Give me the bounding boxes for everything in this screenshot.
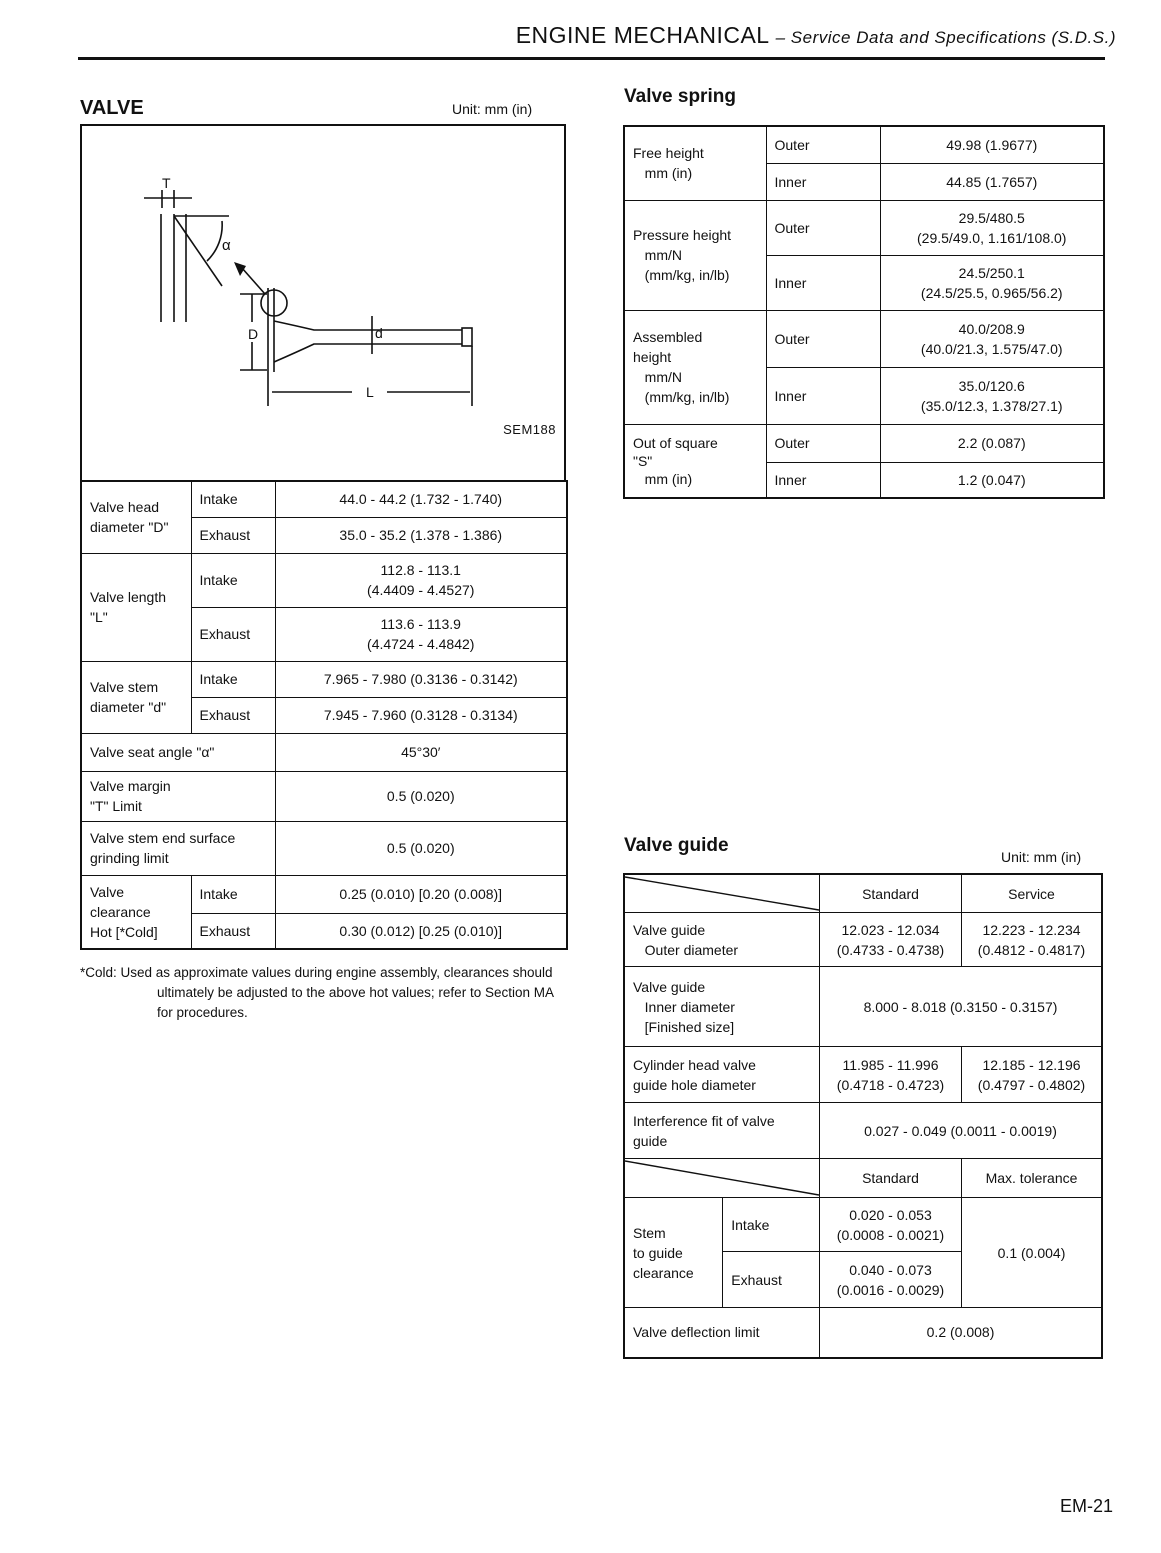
pressure-height-outer: Outer — [766, 200, 880, 255]
guide-od-standard: 12.023 - 12.034 (0.4733 - 0.4738) — [820, 913, 962, 967]
fig-label-T: T — [162, 175, 171, 191]
guide-hole-label: Cylinder head valve guide hole diameter — [624, 1047, 820, 1103]
valve-guide-table — [623, 873, 1103, 1359]
interference-fit-value: 0.027 - 0.049 (0.0011 - 0.0019) — [820, 1103, 1103, 1159]
out-of-square-outer-value: 2.2 (0.087) — [880, 424, 1104, 462]
pressure-height-outer-value: 29.5/480.5 (29.5/49.0, 1.161/108.0) — [880, 200, 1104, 255]
valve-length-exhaust: Exhaust — [191, 607, 275, 661]
fig-label-d: d — [375, 325, 383, 341]
header-diagonal-cell — [624, 874, 820, 913]
guide-id-value: 8.000 - 8.018 (0.3150 - 0.3157) — [820, 967, 1103, 1047]
assembled-height-outer: Outer — [766, 310, 880, 367]
valve-head-label: Valve head diameter "D" — [81, 481, 191, 553]
valve-margin-value: 0.5 (0.020) — [275, 771, 567, 821]
guide-od-service: 12.223 - 12.234 (0.4812 - 0.4817) — [962, 913, 1103, 967]
valve-length-label: Valve length "L" — [81, 553, 191, 661]
valve-end-value: 0.5 (0.020) — [275, 821, 567, 875]
valve-stem-intake: Intake — [191, 661, 275, 697]
valve-length-intake-value: 112.8 - 113.1 (4.4409 - 4.4527) — [275, 553, 567, 607]
diagonal-line-2 — [625, 1159, 819, 1197]
stem-guide-exhaust: Exhaust — [723, 1252, 820, 1308]
valve-clearance-exhaust: Exhaust — [191, 913, 275, 949]
free-height-outer-value: 49.98 (1.9677) — [880, 126, 1104, 163]
free-height-outer: Outer — [766, 126, 880, 163]
stem-guide-clearance-label: Stem to guide clearance — [624, 1198, 723, 1308]
valve-length-exhaust-value: 113.6 - 113.9 (4.4724 - 4.4842) — [275, 607, 567, 661]
valve-head-intake: Intake — [191, 481, 275, 517]
valve-head-intake-value: 44.0 - 44.2 (1.732 - 1.740) — [275, 481, 567, 517]
assembled-height-inner-value: 35.0/120.6 (35.0/12.3, 1.378/27.1) — [880, 367, 1104, 424]
deflection-limit-value: 0.2 (0.008) — [820, 1308, 1103, 1358]
out-of-square-inner-value: 1.2 (0.047) — [880, 462, 1104, 498]
header-subtitle: – Service Data and Specifications (S.D.S.) — [775, 28, 1116, 47]
valve-stem-label: Valve stem diameter "d" — [81, 661, 191, 733]
guide-hole-standard: 11.985 - 11.996 (0.4718 - 0.4723) — [820, 1047, 962, 1103]
pressure-height-inner-value: 24.5/250.1 (24.5/25.5, 0.965/56.2) — [880, 255, 1104, 310]
page-header — [516, 22, 1116, 49]
guide-hole-service: 12.185 - 12.196 (0.4797 - 0.4802) — [962, 1047, 1103, 1103]
valve-spring-table — [623, 125, 1105, 499]
valve-diagram — [80, 124, 566, 480]
diagonal-line — [625, 875, 819, 912]
out-of-square-inner: Inner — [766, 462, 880, 498]
valve-seat-value: 45°30′ — [275, 733, 567, 771]
header-divider — [78, 57, 1105, 60]
cold-footnote — [80, 963, 560, 1023]
valve-clearance-label: Valve clearance Hot [*Cold] — [81, 875, 191, 949]
interference-fit-label: Interference fit of valve guide — [624, 1103, 820, 1159]
valve-stem-exhaust: Exhaust — [191, 697, 275, 733]
valve-stem-exhaust-value: 7.945 - 7.960 (0.3128 - 0.3134) — [275, 697, 567, 733]
valve-drawing — [82, 126, 566, 482]
fig-label-L: L — [366, 384, 374, 400]
pressure-height-inner: Inner — [766, 255, 880, 310]
valve-guide-title: Valve guide — [624, 835, 729, 856]
valve-clearance-intake: Intake — [191, 875, 275, 913]
valve-guide-unit: Unit: mm (in) — [1001, 849, 1082, 865]
assembled-height-inner: Inner — [766, 367, 880, 424]
valve-head-exhaust: Exhaust — [191, 517, 275, 553]
guide-od-label: Valve guide Outer diameter — [624, 913, 820, 967]
fig-label-D: D — [248, 326, 259, 342]
free-height-inner: Inner — [766, 163, 880, 200]
stem-guide-max-value: 0.1 (0.004) — [962, 1198, 1103, 1308]
header-diagonal-cell-2 — [624, 1159, 820, 1198]
figure-code: SEM188 — [503, 422, 556, 437]
page-number: EM-21 — [1059, 1496, 1113, 1516]
header-service: Service — [962, 874, 1103, 913]
valve-head-exhaust-value: 35.0 - 35.2 (1.378 - 1.386) — [275, 517, 567, 553]
stem-guide-intake-value: 0.020 - 0.053 (0.0008 - 0.0021) — [820, 1198, 962, 1252]
valve-length-intake: Intake — [191, 553, 275, 607]
valve-clearance-exhaust-value: 0.30 (0.012) [0.25 (0.010)] — [275, 913, 567, 949]
guide-id-label: Valve guide Inner diameter [Finished size] — [624, 967, 820, 1047]
valve-clearance-intake-value: 0.25 (0.010) [0.20 (0.008)] — [275, 875, 567, 913]
out-of-square-outer: Outer — [766, 424, 880, 462]
fig-label-alpha: α — [222, 237, 231, 254]
pressure-height-label: Pressure height mm/N (mm/kg, in/lb) — [624, 200, 766, 310]
header2-standard: Standard — [820, 1159, 962, 1198]
valve-seat-label: Valve seat angle "α" — [81, 733, 275, 771]
assembled-height-label: Assembled height mm/N (mm/kg, in/lb) — [624, 310, 766, 424]
stem-guide-intake: Intake — [723, 1198, 820, 1252]
cold-footnote-text: *Cold: Used as approximate values during engine assembly, clearances should ultimately be adjusted to the above hot values; refer to Section MA for procedures. — [80, 965, 554, 1020]
valve-end-label: Valve stem end surface grinding limit — [81, 821, 275, 875]
header-standard: Standard — [820, 874, 962, 913]
free-height-inner-value: 44.85 (1.7657) — [880, 163, 1104, 200]
deflection-limit-label: Valve deflection limit — [624, 1308, 820, 1358]
header-title: ENGINE MECHANICAL — [515, 22, 769, 48]
stem-guide-exhaust-value: 0.040 - 0.073 (0.0016 - 0.0029) — [820, 1252, 962, 1308]
out-of-square-label: Out of square "S" mm (in) — [624, 424, 766, 498]
valve-section-title: VALVE — [80, 97, 144, 119]
valve-unit: Unit: mm (in) — [452, 101, 533, 117]
valve-spring-title: Valve spring — [624, 86, 736, 107]
free-height-label: Free height mm (in) — [624, 126, 766, 200]
valve-spec-table — [80, 480, 568, 950]
valve-margin-label: Valve margin "T" Limit — [81, 771, 275, 821]
header2-max-tolerance: Max. tolerance — [962, 1159, 1103, 1198]
assembled-height-outer-value: 40.0/208.9 (40.0/21.3, 1.575/47.0) — [880, 310, 1104, 367]
valve-stem-intake-value: 7.965 - 7.980 (0.3136 - 0.3142) — [275, 661, 567, 697]
